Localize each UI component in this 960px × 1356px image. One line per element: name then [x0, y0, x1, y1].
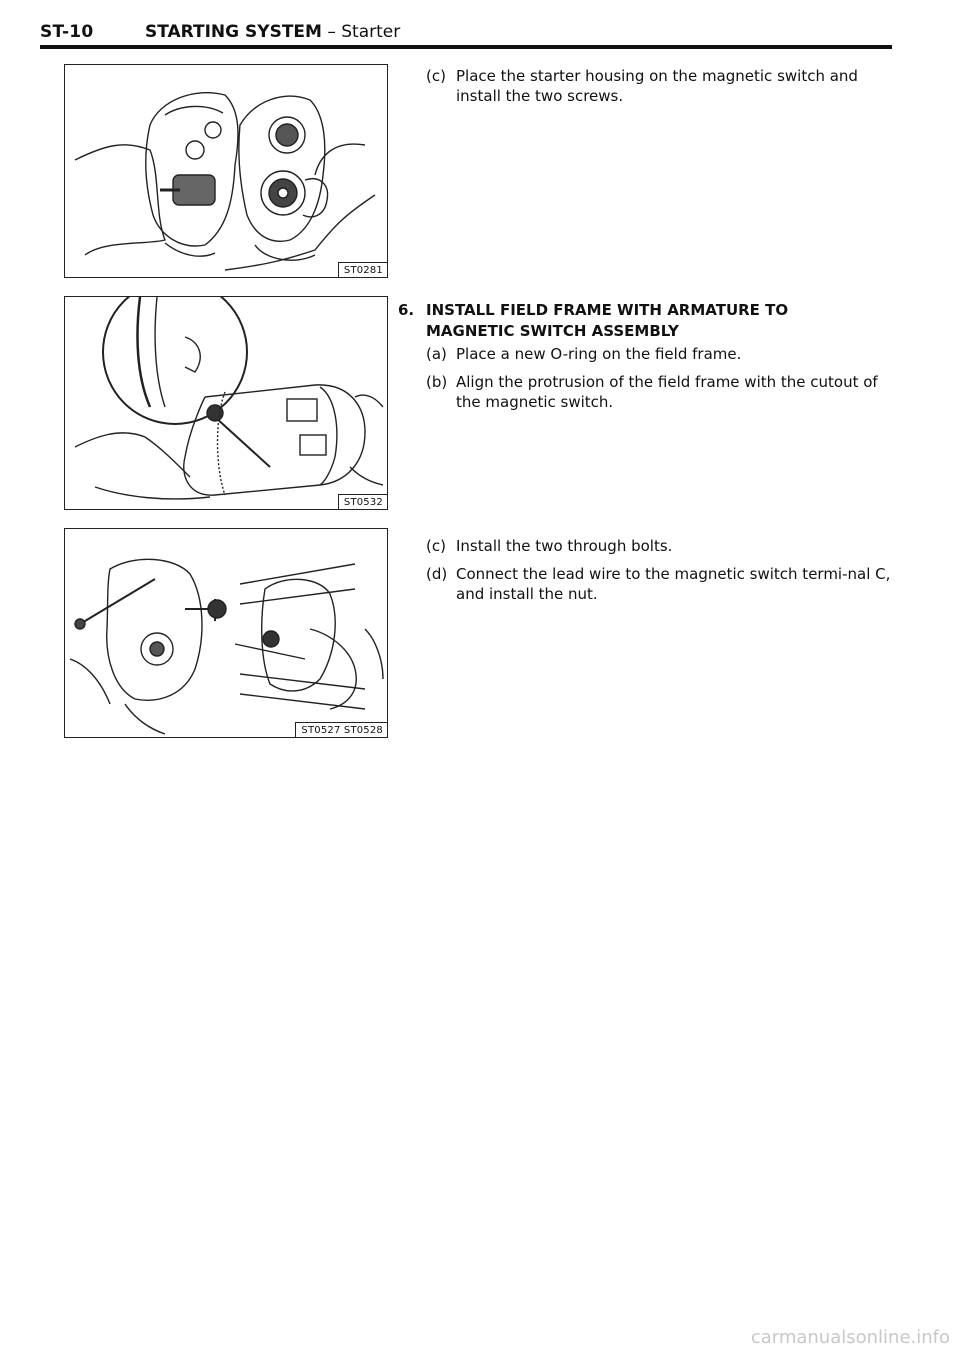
watermark: carmanualsonline.info [750, 1327, 950, 1348]
step-text: Place a new O-ring on the field frame. [456, 345, 742, 363]
figure-code: ST0532 [338, 494, 387, 509]
header-rule [40, 45, 892, 49]
figure-code: ST0281 [338, 262, 387, 277]
illustration-housing [65, 65, 387, 277]
step-text: Install the two through bolts. [456, 537, 673, 555]
step-label: (c) [426, 67, 446, 85]
figure-through-bolts [64, 528, 388, 738]
heading-number: 6. [398, 301, 415, 319]
step-label: (d) [426, 565, 448, 583]
step-label: (b) [426, 373, 448, 391]
section-title [145, 22, 400, 42]
section-title-sub: – Starter [321, 22, 401, 42]
section-title-main: STARTING SYSTEM [145, 22, 322, 42]
heading-text: INSTALL FIELD FRAME WITH ARMATURE TO MAGNETIC SWITCH ASSEMBLY [426, 301, 789, 340]
figure-code: ST0527 ST0528 [295, 722, 387, 737]
illustration-field-frame [65, 297, 387, 509]
illustration-through-bolts [65, 529, 387, 737]
figure-housing-install [64, 64, 388, 278]
step-text: Connect the lead wire to the magnetic switch termi-nal C, and install the nut. [456, 565, 891, 603]
step-text: Align the protrusion of the field frame with the cutout of the magnetic switch. [456, 373, 878, 411]
step-label: (c) [426, 537, 446, 555]
step-text: Place the starter housing on the magnetic switch and install the two screws. [456, 67, 858, 105]
step-label: (a) [426, 345, 447, 363]
page-number: ST-10 [40, 22, 94, 42]
figure-field-frame [64, 296, 388, 510]
